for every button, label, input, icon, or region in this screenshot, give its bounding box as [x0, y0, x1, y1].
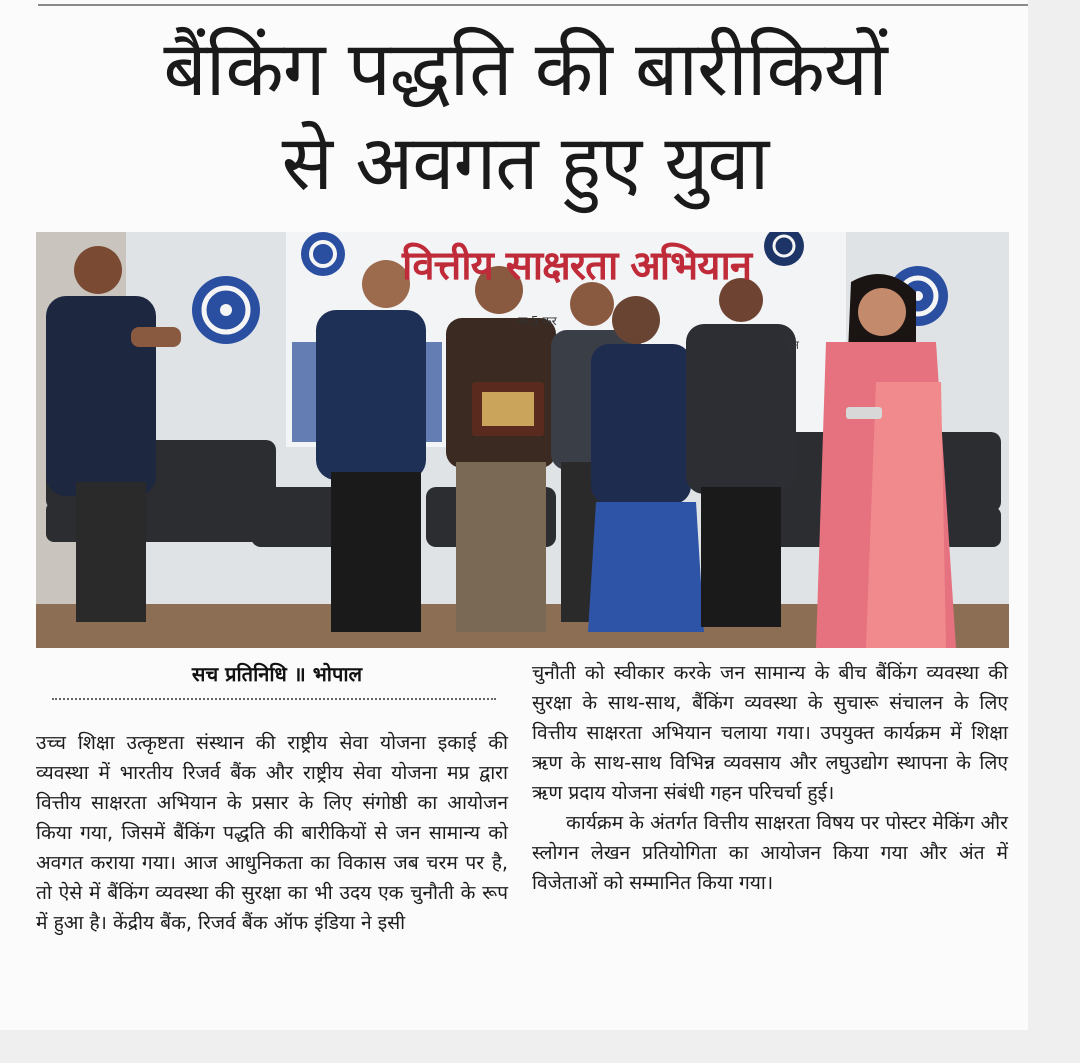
rbi-logo-icon — [192, 276, 260, 344]
headline-line-2: से अवगत हुए युवा — [281, 118, 769, 207]
award-plaque — [472, 382, 544, 436]
banner-logo-left-icon — [301, 232, 345, 276]
byline: सच प्रतिनिधि ॥ भोपाल — [191, 662, 363, 686]
headline — [30, 22, 1020, 210]
banner-subtext-1: क 5 फर — [518, 314, 557, 328]
top-rule — [38, 4, 1028, 6]
event-photo-illustration — [36, 232, 1009, 648]
article-column-right — [532, 658, 1008, 898]
article-paragraph-3: कार्यक्रम के अंतर्गत वित्तीय साक्षरता विषय पर पोस्टर मेकिंग और स्लोगन लेखन प्रतियोगिता का आयोजन किया गया और अंत में विजेताओं को सम्मानित किया गया। — [532, 811, 1008, 894]
person-6 — [686, 278, 796, 627]
dotted-rule — [52, 698, 496, 700]
article-paragraph-2: चुनौती को स्वीकार करके जन सामान्य के बीच बैंकिंग व्यवस्था की सुरक्षा के साथ-साथ, बैंकिंग व्यवस्था के सुचारू संचालन के लिए वित्तीय साक्षरता अभियान चलाया गया। उपयुक्त कार्यक्रम में शिक्षा ऋण के साथ-साथ विभिन्न व्यवसाय और लघुउद्योग स्थापना के लिए ऋण प्रदाय योजना संबंधी गहन परिचर्चा हुई। — [532, 661, 1008, 804]
banner-subtext-2: ान — [782, 338, 799, 352]
article-column-left — [36, 728, 508, 938]
headline-line-1: बैंकिंग पद्धति की बारीकियों — [163, 24, 887, 113]
person-2 — [316, 260, 426, 632]
event-photo — [36, 232, 1009, 648]
article-paragraph-1: उच्च शिक्षा उत्कृष्टता संस्थान की राष्ट्रीय सेवा योजना इकाई की व्यवस्था में भारतीय रिजर्व बैंक और राष्ट्रीय सेवा योजना मप्र द्वारा वित्तीय साक्षरता अभियान के प्रसार के लिए संगोष्ठी का आयोजन किया गया, जिसमें बैंकिंग पद्धति की बारीकियों से जन सामान्य को अवगत कराया गया। आज आधुनिकता का विकास जब चरम पर है, तो ऐसे में बैंकिंग व्यवस्था की सुरक्षा का भी उदय एक चुनौती के रूप में हुआ है। केंद्रीय बैंक, रिजर्व बैंक ऑफ इंडिया ने इसी — [36, 731, 508, 934]
phone — [846, 407, 882, 419]
banner-text: वित्तीय साक्षरता अभियान — [402, 243, 752, 289]
